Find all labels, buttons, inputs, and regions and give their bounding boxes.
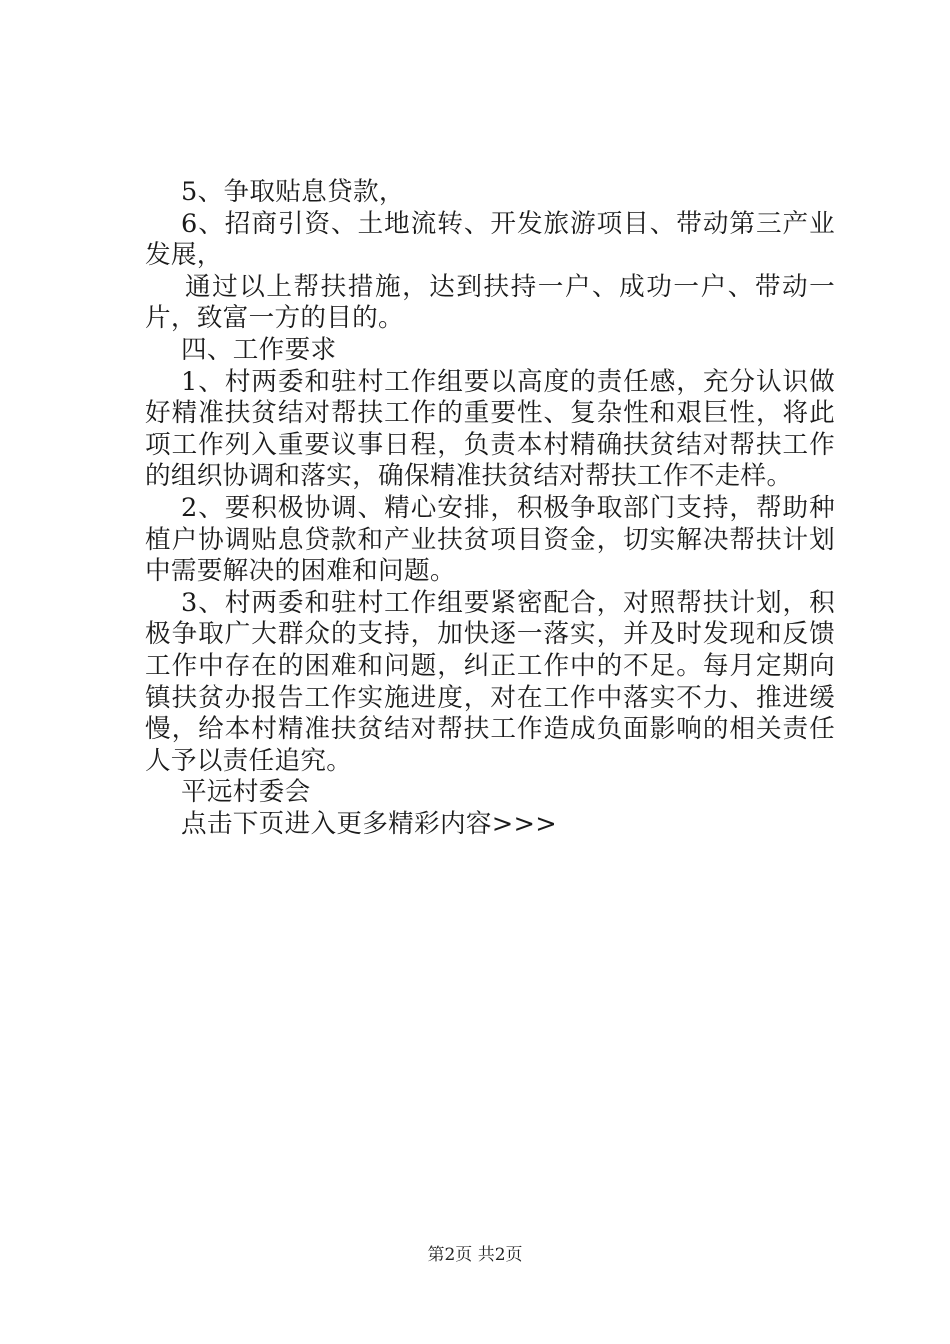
- paragraph-measures-summary: 通过以上帮扶措施，达到扶持一户、成功一户、带动一片，致富一方的目的。: [145, 271, 835, 334]
- paragraph-requirement-3: 3、村两委和驻村工作组要紧密配合，对照帮扶计划，积极争取广大群众的支持，加快逐一落实，并及时发现和反馈工作中存在的困难和问题，纠正工作中的不足。每月定期向镇扶贫办报告工作实施进度，对在工作中落实不力、推进缓慢，给本村精准扶贫结对帮扶工作造成负面影响的相关责任人予以责任追究。: [145, 587, 835, 776]
- signature-committee: 平远村委会: [181, 777, 311, 808]
- paragraph-requirement-2: 2、要积极协调、精心安排，积极争取部门支持，帮助种植户协调贴息贷款和产业扶贫项目资金，切实解决帮扶计划中需要解决的困难和问题。: [145, 492, 835, 587]
- paragraph-requirement-1: 1、村两委和驻村工作组要以高度的责任感，充分认识做好精准扶贫结对帮扶工作的重要性、复杂性和艰巨性，将此项工作列入重要议事日程，负责本村精确扶贫结对帮扶工作的组织协调和落实，确保精准扶贫结对帮扶工作不走样。: [145, 366, 835, 492]
- paragraph-item-6: 6、招商引资、土地流转、开发旅游项目、带动第三产业发展，: [145, 208, 835, 271]
- page-number-footer: 第2页 共2页: [427, 1245, 523, 1265]
- section-heading-work-requirements: 四、工作要求: [181, 334, 337, 365]
- next-page-link[interactable]: 点击下页进入更多精彩内容>>>: [181, 808, 557, 839]
- document-body: [145, 177, 835, 840]
- paragraph-item-5: 5、争取贴息贷款，: [181, 177, 405, 207]
